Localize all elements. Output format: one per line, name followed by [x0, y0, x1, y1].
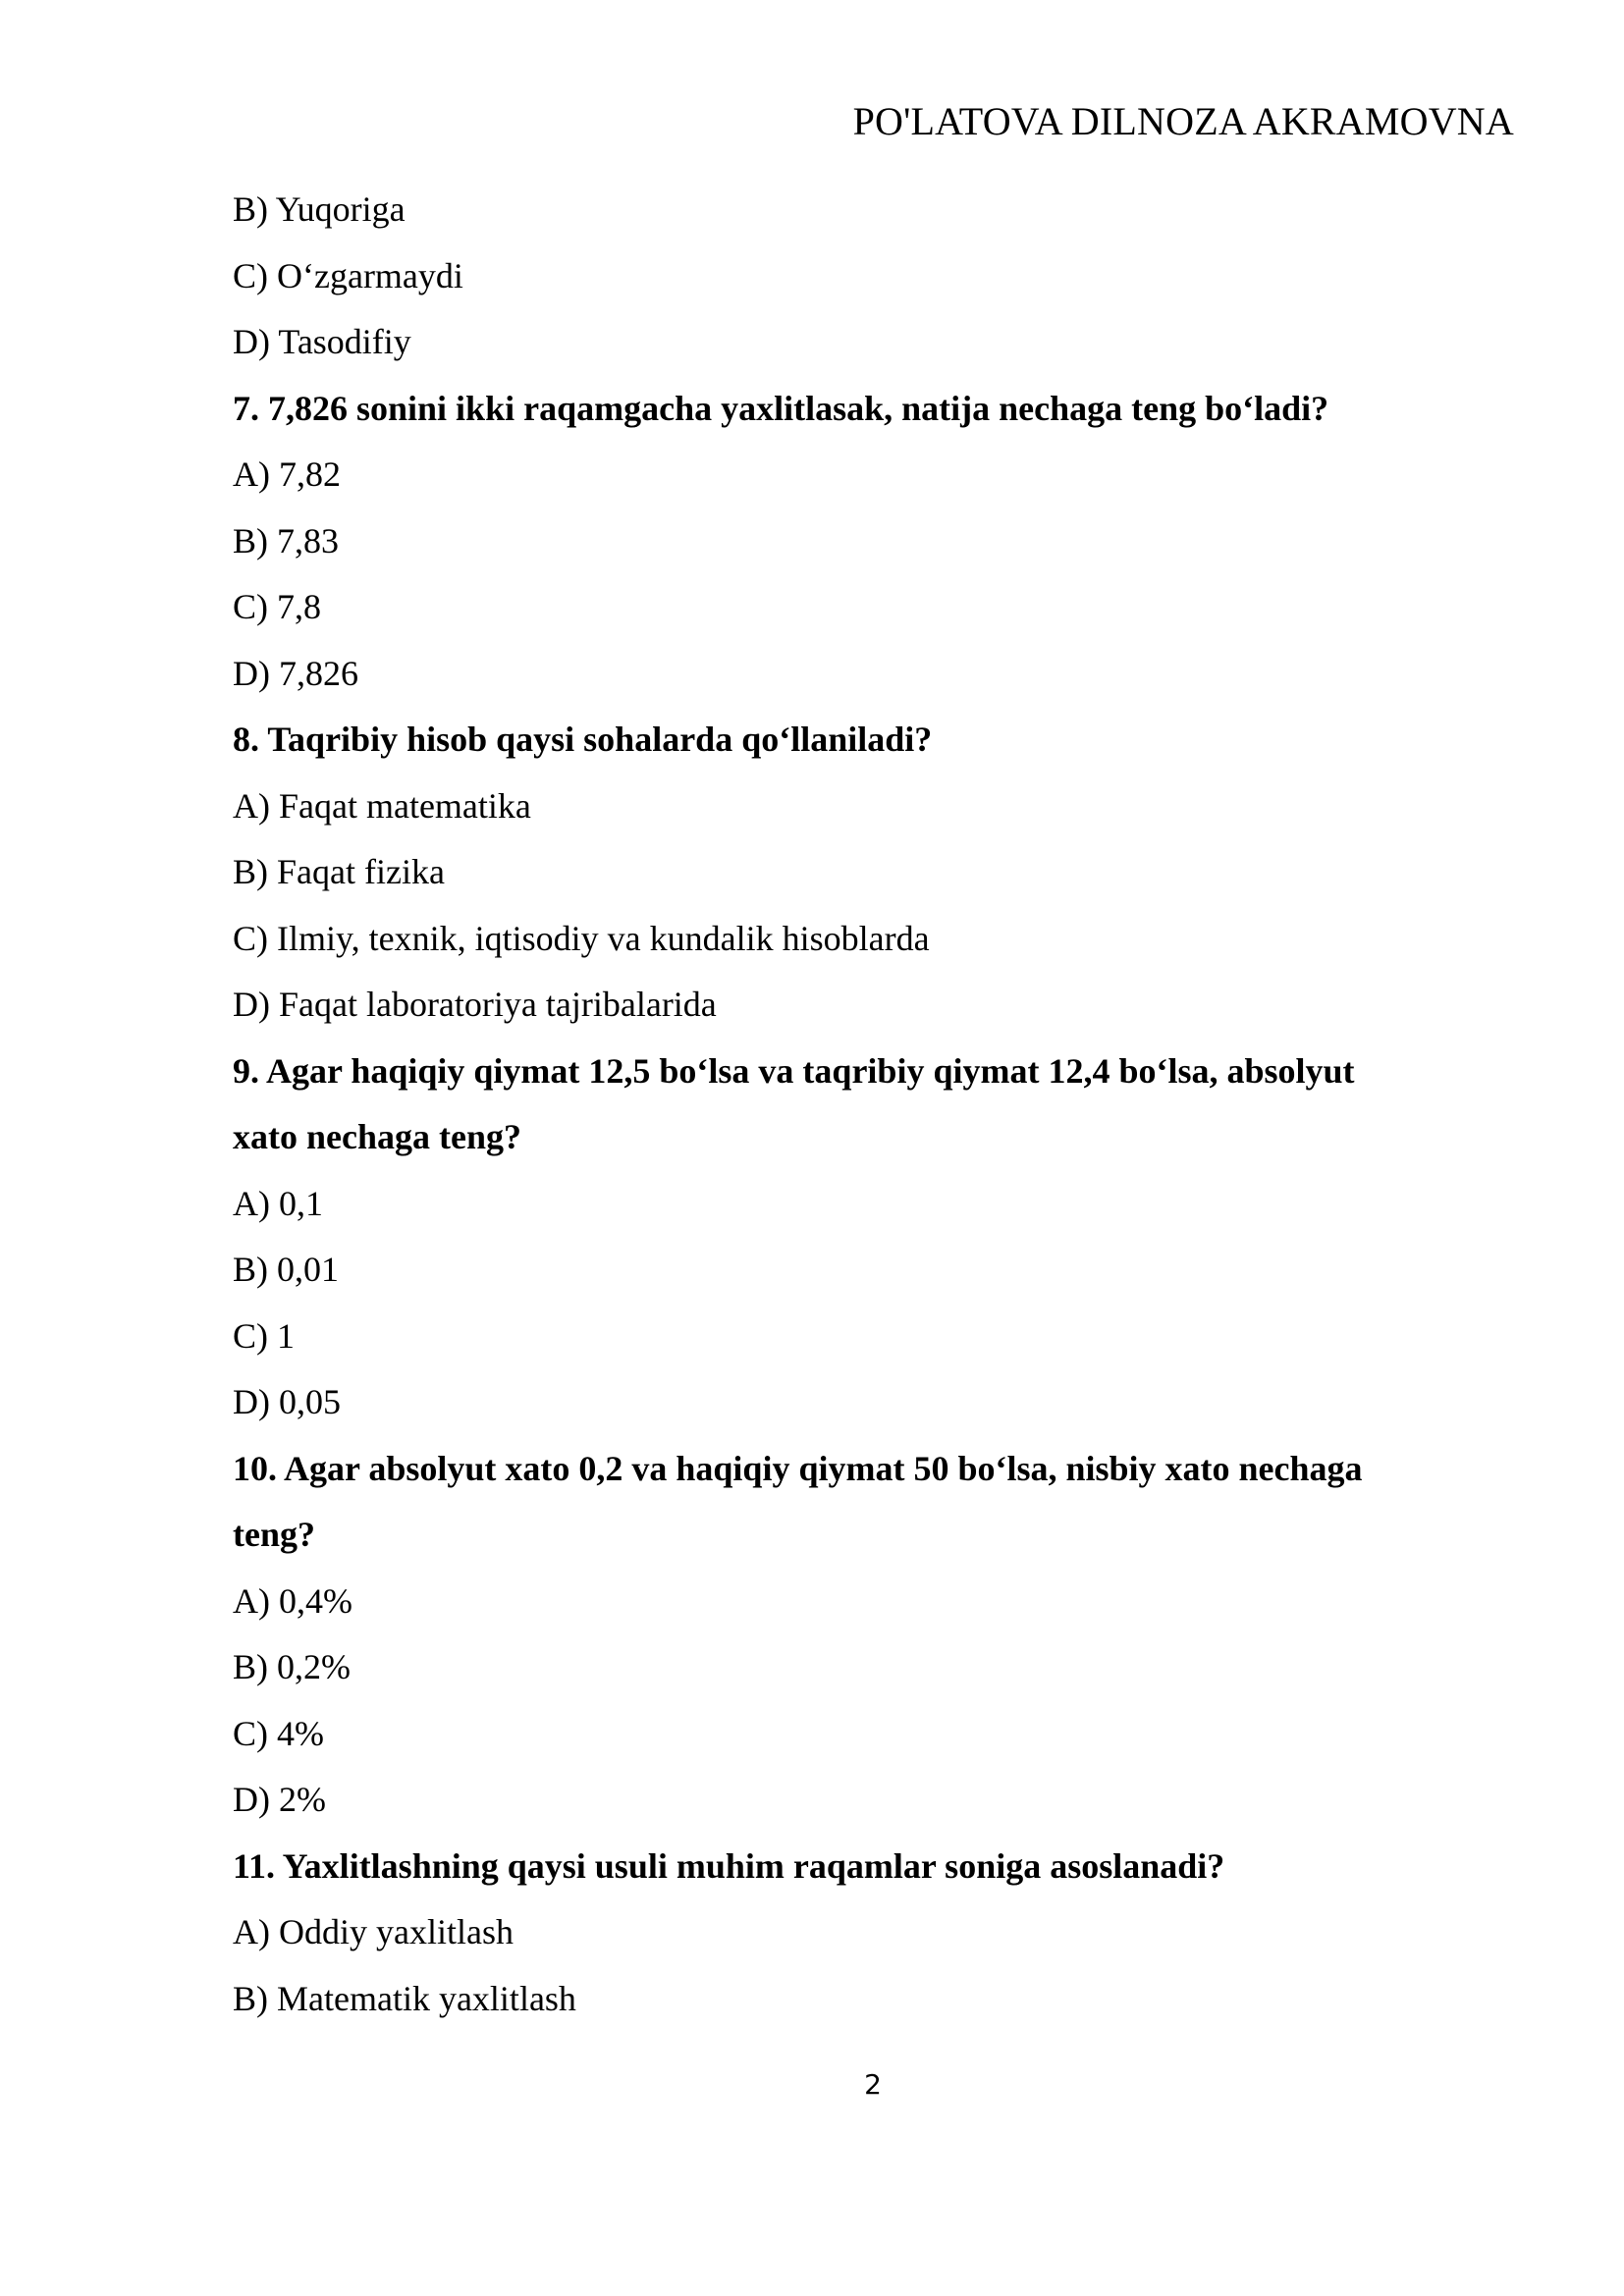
question-11: 11. Yaxlitlashning qaysi usuli muhim raqamlar soniga asoslanadi?	[233, 1845, 1225, 1886]
answer-option: A) 7,82	[233, 454, 341, 494]
answer-option: B) 0,01	[233, 1250, 339, 1289]
question-8: 8. Taqribiy hisob qaysi sohalarda qo‘llaniladi?	[233, 720, 933, 759]
answer-option: D) Tasodifiy	[233, 322, 411, 361]
question-10-line-1: 10. Agar absolyut xato 0,2 va haqiqiy qiymat 50 bo‘lsa, nisbiy xato nechaga	[233, 1448, 1363, 1488]
answer-option: D) 7,826	[233, 653, 358, 693]
answer-option: A) Faqat matematika	[233, 785, 531, 826]
answer-option: D) 0,05	[233, 1382, 341, 1421]
answer-option: A) 0,4%	[233, 1580, 352, 1621]
question-7: 7. 7,826 sonini ikki raqamgacha yaxlitlasak, natija nechaga teng bo‘ladi?	[233, 388, 1329, 428]
answer-option: C) Ilmiy, texnik, iqtisodiy va kundalik hisoblarda	[233, 918, 930, 958]
answer-option: C) O‘zgarmaydi	[233, 255, 463, 295]
question-9-line-1: 9. Agar haqiqiy qiymat 12,5 bo‘lsa va taqribiy qiymat 12,4 bo‘lsa, absolyut	[233, 1050, 1355, 1091]
answer-option: A) 0,1	[233, 1183, 323, 1223]
answer-option: D) 2%	[233, 1780, 326, 1819]
answer-option: B) Yuqoriga	[233, 189, 406, 229]
answer-option: B) 7,83	[233, 520, 339, 561]
page-number: 2	[864, 2068, 882, 2101]
answer-option: C) 1	[233, 1315, 295, 1356]
answer-option: C) 4%	[233, 1713, 324, 1753]
answer-option: C) 7,8	[233, 587, 321, 626]
answer-option: B) 0,2%	[233, 1647, 351, 1686]
answer-option: D) Faqat laboratoriya tajribalarida	[233, 985, 717, 1024]
author-header: PO'LATOVA DILNOZA AKRAMOVNA	[852, 99, 1514, 143]
question-10-line-2: teng?	[233, 1515, 315, 1554]
answer-option: B) Matematik yaxlitlash	[233, 1978, 576, 2018]
answer-option: A) Oddiy yaxlitlash	[233, 1912, 514, 1951]
page-content	[233, 177, 1519, 2032]
answer-option: B) Faqat fizika	[233, 852, 445, 891]
question-9-line-2: xato nechaga teng?	[233, 1117, 521, 1156]
